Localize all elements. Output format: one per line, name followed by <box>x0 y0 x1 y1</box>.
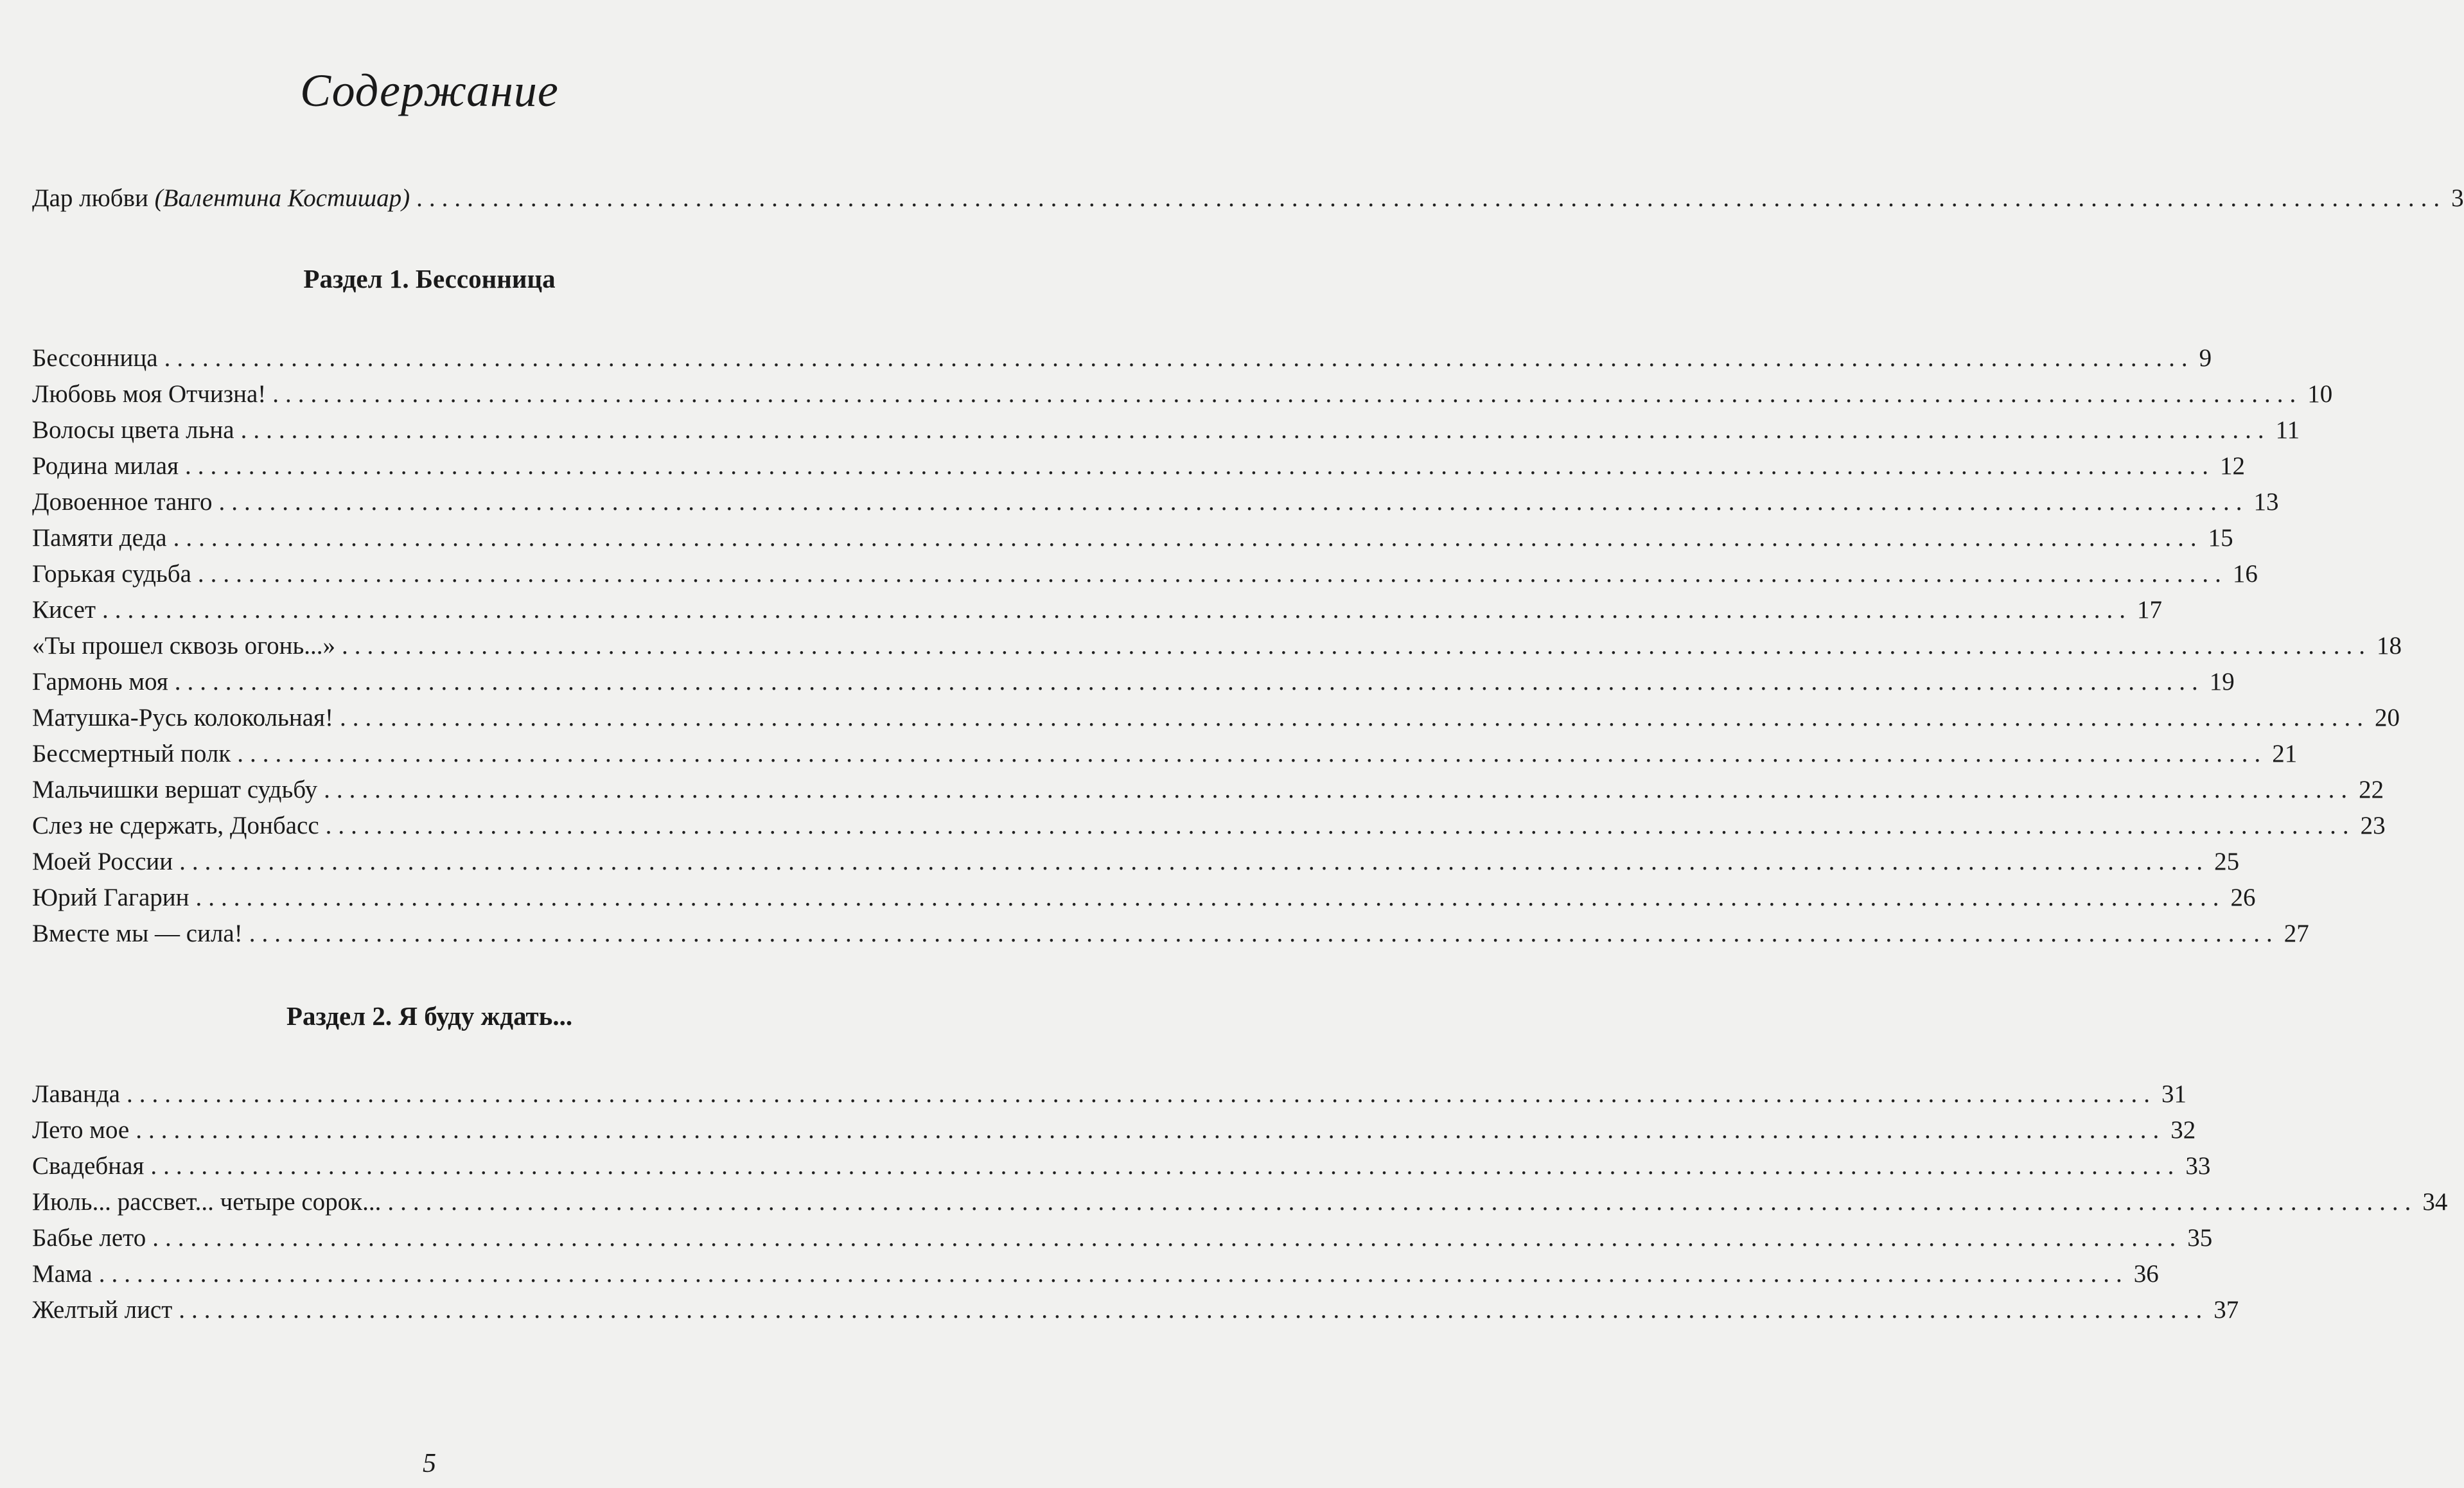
leader-dots: ................................................................................................................................................................ <box>240 416 2271 444</box>
leader-dots: ................................................................................................................................................................ <box>150 1152 2181 1180</box>
toc-entry <box>32 919 2309 955</box>
toc-entry-page: 31 <box>2161 1080 2187 1108</box>
toc-entry-label: Горькая судьба <box>32 560 191 588</box>
section-1-heading: Раздел 1. Бессонница <box>303 264 556 293</box>
leader-dots: ................................................................................................................................................................ <box>195 884 2226 911</box>
toc-entry-page: 11 <box>2275 416 2300 444</box>
toc-entry-label: Лето мое <box>32 1116 130 1144</box>
toc-entry-label: Гармонь моя <box>32 668 168 696</box>
toc-entry-label: Желтый лист <box>32 1296 173 1324</box>
leader-dots: ................................................................................................................................................................ <box>324 776 2354 803</box>
leader-dots: ................................................................................................................................................................ <box>98 1260 2129 1288</box>
toc-entry <box>32 1223 2213 1259</box>
toc-entry-label: Любовь моя Отчизна! <box>32 380 267 408</box>
toc-intro-label: Дар любви <box>32 184 155 212</box>
toc-entry-label: Слез не сдержать, Донбасс <box>32 812 319 839</box>
toc-entry <box>32 344 2212 380</box>
leader-dots: ................................................................................................................................................................ <box>164 344 2194 372</box>
toc-entry-page: 18 <box>2377 632 2402 660</box>
toc-entry-page: 21 <box>2272 740 2298 767</box>
toc-entry <box>32 1187 2448 1223</box>
toc-entry-page: 17 <box>2137 596 2163 624</box>
toc-entry-page: 9 <box>2199 344 2212 372</box>
toc-entry <box>32 523 2233 559</box>
toc-entry <box>32 1295 2239 1331</box>
toc-entry <box>32 1080 2187 1116</box>
toc-entry <box>32 811 2386 847</box>
toc-entry <box>32 595 2163 631</box>
toc-entry-page: 36 <box>2133 1260 2159 1288</box>
leader-dots: ................................................................................................................................................................ <box>387 1188 2418 1216</box>
toc-entry-page: 32 <box>2170 1116 2196 1144</box>
toc-entry-label: Юрий Гагарин <box>32 884 189 911</box>
toc-entry <box>32 847 2240 883</box>
toc-entry-label: Моей России <box>32 848 173 875</box>
section-2-heading: Раздел 2. Я буду ждать... <box>286 1001 573 1031</box>
toc-entry <box>32 487 2279 523</box>
leader-dots: ................................................................................................................................................................ <box>152 1224 2183 1252</box>
toc-entry-label: Свадебная <box>32 1152 145 1180</box>
toc-entry-label: Лаванда <box>32 1080 120 1108</box>
leader-dots: ................................................................................................................................................................ <box>136 1116 2166 1144</box>
toc-entry-page: 10 <box>2307 380 2333 408</box>
toc-intro-entry <box>32 184 2464 220</box>
page-title: Содержание <box>300 65 559 116</box>
toc-entry-page: 15 <box>2208 524 2233 552</box>
toc-entry <box>32 739 2298 775</box>
toc-entry <box>32 451 2246 487</box>
toc-entry <box>32 559 2258 595</box>
leader-dots: ................................................................................................................................................................ <box>102 596 2133 624</box>
leader-dots: ................................................................................................................................................................ <box>197 560 2228 588</box>
toc-entry-page: 13 <box>2253 488 2279 516</box>
toc-entry <box>32 416 2300 451</box>
leader-dots: ................................................................................................................................................................ <box>185 452 2215 480</box>
toc-entry-page: 27 <box>2284 920 2309 947</box>
toc-intro-page: 3 <box>2451 184 2464 212</box>
toc-entry-page: 19 <box>2209 668 2235 696</box>
toc-entry-page: 22 <box>2359 776 2384 803</box>
leader-dots: ................................................................................................................................................................ <box>342 632 2372 660</box>
toc-entry <box>32 883 2256 919</box>
toc-entry-page: 26 <box>2230 884 2256 911</box>
toc-entry-label: Волосы цвета льна <box>32 416 234 444</box>
toc-entry-label: Памяти деда <box>32 524 167 552</box>
toc-entry-label: Бабье лето <box>32 1224 146 1252</box>
toc-entry <box>32 1116 2196 1151</box>
leader-dots: ................................................................................................................................................................ <box>249 920 2279 947</box>
toc-entry-page: 12 <box>2220 452 2246 480</box>
toc-entry-label: Матушка-Русь колокольная! <box>32 704 333 731</box>
toc-entry <box>32 775 2384 811</box>
toc-entry-label: «Ты прошел сквозь огонь...» <box>32 632 336 660</box>
toc-entry-page: 34 <box>2422 1188 2448 1216</box>
page-number: 5 <box>423 1449 436 1478</box>
toc-entry-page: 25 <box>2214 848 2240 875</box>
leader-dots: ................................................................................................................................................................ <box>179 848 2210 875</box>
toc-intro-author: (Валентина Костишар) <box>154 184 410 212</box>
toc-entry-label: Вместе мы — сила! <box>32 920 243 947</box>
leader-dots: ................................................................................................................................................................ <box>339 704 2370 731</box>
toc-entry-label: Бессмертный полк <box>32 740 231 767</box>
toc-entry-page: 16 <box>2232 560 2258 588</box>
toc-entry <box>32 631 2402 667</box>
toc-entry <box>32 703 2400 739</box>
toc-entry <box>32 1151 2211 1187</box>
toc-entry-label: Мама <box>32 1260 92 1288</box>
toc-entry-page: 20 <box>2374 704 2400 731</box>
toc-entry-label: Бессонница <box>32 344 158 372</box>
toc-entry-label: Кисет <box>32 596 96 624</box>
toc-entry-page: 23 <box>2360 812 2386 839</box>
leader-dots: ................................................................................................................................................................ <box>237 740 2267 767</box>
toc-entry-label: Мальчишки вершат судьбу <box>32 776 318 803</box>
toc-entry <box>32 667 2235 703</box>
leader-dots: ................................................................................................................................................................ <box>179 1296 2209 1324</box>
toc-entry <box>32 1259 2159 1295</box>
leader-dots: ................................................................................................................................................................ <box>127 1080 2156 1108</box>
toc-entry <box>32 380 2333 416</box>
toc-entry-label: Довоенное танго <box>32 488 213 516</box>
toc-entry-page: 35 <box>2187 1224 2213 1252</box>
toc-entry-page: 33 <box>2185 1152 2211 1180</box>
toc-entry-label: Родина милая <box>32 452 179 480</box>
toc-entry-label: Июль... рассвет... четыре сорок... <box>32 1188 382 1216</box>
leader-dots: ................................................................................................................................................................ <box>416 184 2447 212</box>
toc-entry-page: 37 <box>2213 1296 2239 1324</box>
leader-dots: ................................................................................................................................................................ <box>174 668 2204 696</box>
leader-dots: ................................................................................................................................................................ <box>272 380 2303 408</box>
leader-dots: ................................................................................................................................................................ <box>218 488 2249 516</box>
leader-dots: ................................................................................................................................................................ <box>325 812 2355 839</box>
leader-dots: ................................................................................................................................................................ <box>173 524 2203 552</box>
